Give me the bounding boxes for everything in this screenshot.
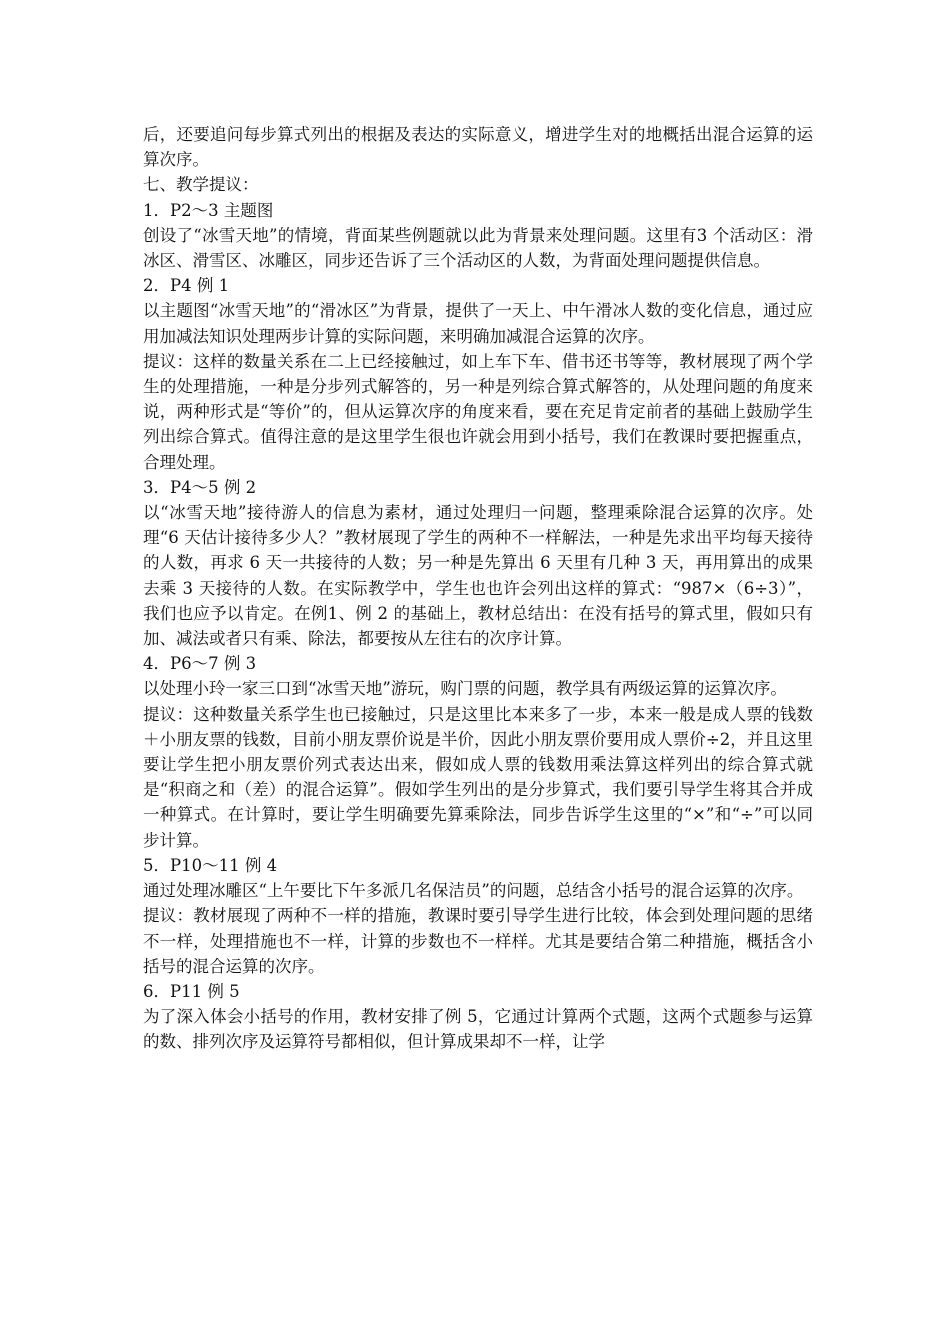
section-heading-teaching-suggestions: 七、教学提议：: [143, 175, 259, 195]
paragraph: 以主题图“冰雪天地”的“滑冰区”为背景，提供了一天上、中午滑冰人数的变化信息，通过应用加减法知识处理两步计算的实际问题，来明确加减混合运算的次序。: [143, 301, 813, 346]
item-heading-2: 2．P4 例 1: [143, 276, 230, 296]
paragraph: 提议：这样的数量关系在二上已经接触过，如上车下车、借书还书等等，教材展现了两个学生的处理措施，一种是分步列式解答的，另一种是列综合算式解答的，从处理问题的角度来说，两种形式是“等价”的，但从运算次序的角度来看，要在充足肯定前者的基础上鼓励学生列出综合算式。值得注意的是这里学生很也许就会用到小括号，我们在教课时要把握重点，合理处理。: [143, 351, 813, 472]
paragraph: 提议：这种数量关系学生也已接触过，只是这里比本来多了一步，本来一般是成人票的钱数＋小朋友票的钱数，目前小朋友票价说是半价，因此小朋友票价要用成人票价÷2，并且这里要让学生把小朋友票价列式表达出来，假如成人票的钱数用乘法算这样列出的综合算式就是“积商之和（差）的混合运算”。假如学生列出的是分步算式，我们要引导学生将其合并成一种算式。在计算时，要让学生明确要先算乘除法，同步告诉学生这里的“×”和“÷”可以同步计算。: [143, 704, 813, 850]
item-heading-5: 5．P10～11 例 4: [143, 855, 278, 875]
paragraph: 为了深入体会小括号的作用，教材安排了例 5，它通过计算两个式题，这两个式题参与运算的数、排列次序及运算符号都相似，但计算成果却不一样，让学: [143, 1007, 813, 1052]
paragraph-continuation: 后，还要追问每步算式列出的根据及表达的实际意义，增进学生对的地概括出混合运算的运算次序。: [143, 125, 813, 170]
item-heading-1: 1．P2～3 主题图: [143, 200, 274, 220]
item-heading-3: 3．P4～5 例 2: [143, 477, 257, 497]
item-heading-4: 4．P6～7 例 3: [143, 654, 257, 674]
paragraph: 通过处理冰雕区“上午要比下午多派几名保洁员”的问题，总结含小括号的混合运算的次序。: [143, 881, 804, 901]
paragraph: 创设了“冰雪天地”的情境，背面某些例题就以此为背景来处理问题。这里有3 个活动区：滑冰区、滑雪区、冰雕区，同步还告诉了三个活动区的人数，为背面处理问题提供信息。: [143, 225, 813, 271]
paragraph: 以处理小玲一家三口到“冰雪天地”游玩，购门票的问题，教学具有两级运算的运算次序。: [143, 679, 787, 699]
paragraph: 以“冰雪天地”接待游人的信息为素材，通过处理归一问题，整理乘除混合运算的次序。处理“6 天估计接待多少人？”教材展现了学生的两种不一样解法，一种是先求出平均每天接待的人数，再求 6 天一共接待的人数；另一种是先算出 6 天里有几种 3 天，再用算出的成果去乘 3 天接待的人数。在实际教学中，学生也也许会列出这样的算式：“987×（6÷3）”，我们也应予以肯定。在例1、例 2 的基础上，教材总结出：在没有括号的算式里，假如只有加、减法或者只有乘、除法，都要按从左往右的次序计算。: [143, 503, 813, 649]
document-body: [143, 122, 813, 1055]
paragraph: 提议：教材展现了两种不一样的措施，教课时要引导学生进行比较，体会到处理问题的思绪不一样，处理措施也不一样，计算的步数也不一样样。尤其是要结合第二种措施，概括含小括号的混合运算的次序。: [143, 906, 813, 976]
item-heading-6: 6．P11 例 5: [143, 981, 240, 1001]
